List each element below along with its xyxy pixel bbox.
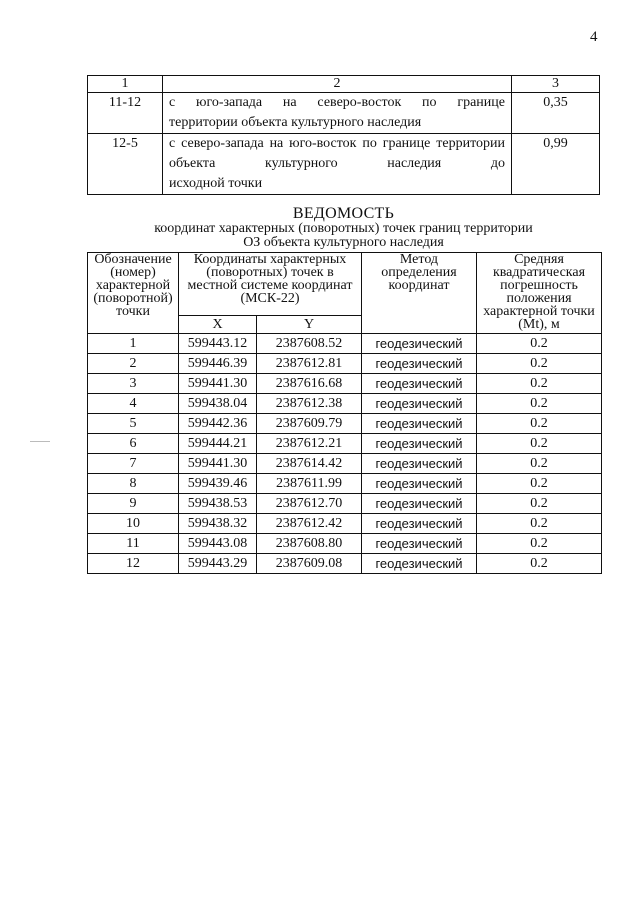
table-row [88,354,602,374]
error-cell: 0.2 [477,454,602,474]
description-line: территории объекта культурного наследия [169,115,422,130]
error-cell: 0.2 [477,414,602,434]
table-row [88,134,600,195]
title-heading: ВЕДОМОСТЬ [292,205,395,222]
y-coordinate-cell: 2387608.52 [257,334,362,354]
header-cell-1: 1 [88,76,163,93]
point-number-cell: 5 [88,414,179,434]
x-coordinate-cell: 599444.21 [179,434,257,454]
error-cell: 0.2 [477,434,602,454]
segment-length: 0,35 [512,93,600,134]
method-cell: геодезический [362,474,477,494]
description-line: территории объекта культурного наследия до [169,136,505,171]
x-coordinate-cell: 599438.32 [179,514,257,534]
table-row [88,434,602,454]
method-cell: геодезический [362,494,477,514]
header-cell-3: 3 [512,76,600,93]
y-coordinate-cell: 2387612.38 [257,394,362,414]
table-header-row [88,76,600,93]
x-coordinate-cell: 599443.08 [179,534,257,554]
point-number-cell: 7 [88,454,179,474]
y-coordinate-cell: 2387614.42 [257,454,362,474]
coordinates-table [87,252,602,574]
description-line: с юго-запада на северо-восток по границе [169,95,505,110]
header-method: Метод определения координат [362,253,477,334]
header-y: Y [257,316,362,334]
y-coordinate-cell: 2387616.68 [257,374,362,394]
error-cell: 0.2 [477,514,602,534]
table-header-row [88,253,602,316]
header-coordinates: Координаты характерных (поворотных) точек в местной системе координат (МСК-22) [179,253,362,316]
x-coordinate-cell: 599441.30 [179,374,257,394]
y-coordinate-cell: 2387608.80 [257,534,362,554]
segment-description [163,93,512,134]
x-coordinate-cell: 599439.46 [179,474,257,494]
method-cell: геодезический [362,334,477,354]
y-coordinate-cell: 2387611.99 [257,474,362,494]
table-row [88,414,602,434]
error-cell: 0.2 [477,334,602,354]
error-cell: 0.2 [477,354,602,374]
table-row [88,554,602,574]
segment-length: 0,99 [512,134,600,195]
description-line: исходной точки [169,176,263,191]
table-row [88,474,602,494]
method-cell: геодезический [362,554,477,574]
y-coordinate-cell: 2387612.42 [257,514,362,534]
boundary-segments-table [87,75,600,195]
point-number-cell: 4 [88,394,179,414]
method-cell: геодезический [362,414,477,434]
y-coordinate-cell: 2387609.08 [257,554,362,574]
segment-description [163,134,512,195]
y-coordinate-cell: 2387612.81 [257,354,362,374]
error-cell: 0.2 [477,394,602,414]
margin-mark [30,441,50,442]
header-error: Средняя квадратическая погрешность положения характерной точки (Mt), м [477,253,602,334]
point-number-cell: 1 [88,334,179,354]
title-subtitle-line1: координат характерных (поворотных) точек границ территории [154,221,533,236]
point-number-cell: 10 [88,514,179,534]
x-coordinate-cell: 599443.12 [179,334,257,354]
point-number-cell: 11 [88,534,179,554]
error-cell: 0.2 [477,494,602,514]
point-number-cell: 8 [88,474,179,494]
coordinates-table-body [88,334,602,574]
header-cell-2: 2 [163,76,512,93]
document-title [87,206,600,250]
point-number-cell: 9 [88,494,179,514]
table-row [88,93,600,134]
description-line: с северо-запада на юго-восток по границе [169,136,431,151]
method-cell: геодезический [362,374,477,394]
table-row [88,514,602,534]
table-row [88,454,602,474]
page-number: 4 [590,29,598,45]
method-cell: геодезический [362,514,477,534]
table-row [88,394,602,414]
method-cell: геодезический [362,534,477,554]
y-coordinate-cell: 2387612.21 [257,434,362,454]
point-number-cell: 3 [88,374,179,394]
table-row [88,334,602,354]
point-number-cell: 6 [88,434,179,454]
method-cell: геодезический [362,454,477,474]
title-subtitle-line2: ОЗ объекта культурного наследия [243,235,444,250]
y-coordinate-cell: 2387609.79 [257,414,362,434]
error-cell: 0.2 [477,474,602,494]
segment-number: 12-5 [88,134,163,195]
method-cell: геодезический [362,434,477,454]
error-cell: 0.2 [477,534,602,554]
table-row [88,534,602,554]
x-coordinate-cell: 599442.36 [179,414,257,434]
error-cell: 0.2 [477,374,602,394]
y-coordinate-cell: 2387612.70 [257,494,362,514]
x-coordinate-cell: 599438.53 [179,494,257,514]
method-cell: геодезический [362,394,477,414]
header-x: X [179,316,257,334]
x-coordinate-cell: 599441.30 [179,454,257,474]
x-coordinate-cell: 599446.39 [179,354,257,374]
table-row [88,494,602,514]
x-coordinate-cell: 599443.29 [179,554,257,574]
header-point-number: Обозначение (номер) характерной (поворотной) точки [88,253,179,334]
point-number-cell: 2 [88,354,179,374]
segment-number: 11-12 [88,93,163,134]
table-row [88,374,602,394]
point-number-cell: 12 [88,554,179,574]
error-cell: 0.2 [477,554,602,574]
method-cell: геодезический [362,354,477,374]
x-coordinate-cell: 599438.04 [179,394,257,414]
